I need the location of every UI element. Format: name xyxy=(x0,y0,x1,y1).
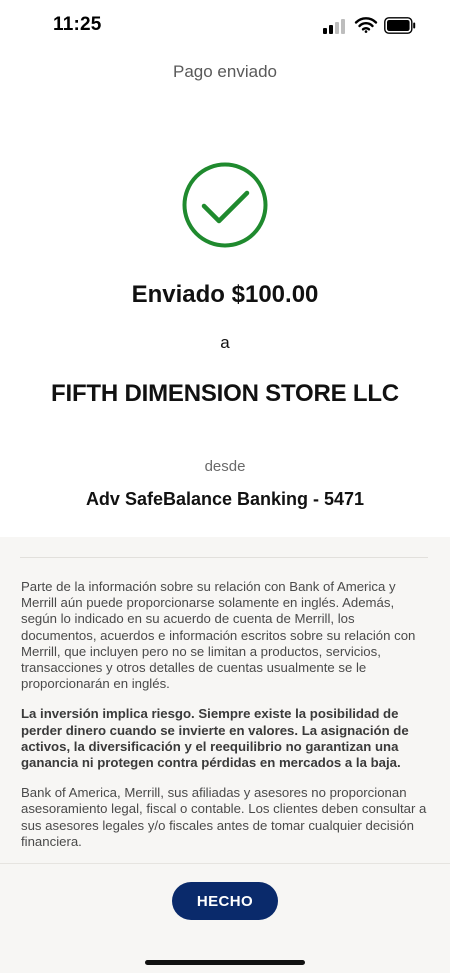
status-bar xyxy=(0,0,450,54)
page-title: Pago enviado xyxy=(173,62,277,81)
status-time: 11:25 xyxy=(53,14,102,35)
source-account: Adv SafeBalance Banking - 5471 xyxy=(85,489,365,509)
check-circle-icon xyxy=(182,162,268,248)
disclosure-section[interactable] xyxy=(0,537,450,863)
disclosure-text xyxy=(21,579,433,894)
from-label: desde xyxy=(204,458,246,475)
disclosure-legal-advice: Bank of America, Merrill, sus afiliadas y asesores no proporcionan asesoramiento legal, fiscal o contable. Los clientes deben consultar a sus asesores legales y/o fiscales antes de tomar cualquier decisión financiera. xyxy=(21,785,427,849)
signal-icon xyxy=(323,18,347,34)
battery-icon xyxy=(384,17,416,34)
wifi-icon xyxy=(355,17,377,33)
done-button[interactable]: HECHO xyxy=(172,882,278,920)
disclosure-language: Parte de la información sobre su relación con Bank of America y Merrill aún puede proporcionarse solamente en inglés. Además, según lo indicado en su acuerdo de cuenta de Merrill, los documentos, acuerdos e información escritos sobre su relación con Merrill, que incluyen pero no se limitan a productos, servicios, transacciones y otros detalles de cuentas usualmente se le proporcionarán en inglés. xyxy=(21,579,416,692)
home-indicator[interactable] xyxy=(145,960,305,965)
to-label: a xyxy=(220,333,230,352)
disclosure-investment-risk: La inversión implica riesgo. Siempre existe la posibilidad de perder dinero cuando se invierte en valores. La asignación de activos, la diversificación y el reequilibrio no garantizan una ganancia ni protegen contra pérdidas en mercados a la baja. xyxy=(21,706,409,771)
sent-amount: Enviado $100.00 xyxy=(131,281,319,308)
recipient-name: FIFTH DIMENSION STORE LLC xyxy=(51,380,399,407)
footer xyxy=(0,863,450,973)
divider xyxy=(20,557,428,558)
